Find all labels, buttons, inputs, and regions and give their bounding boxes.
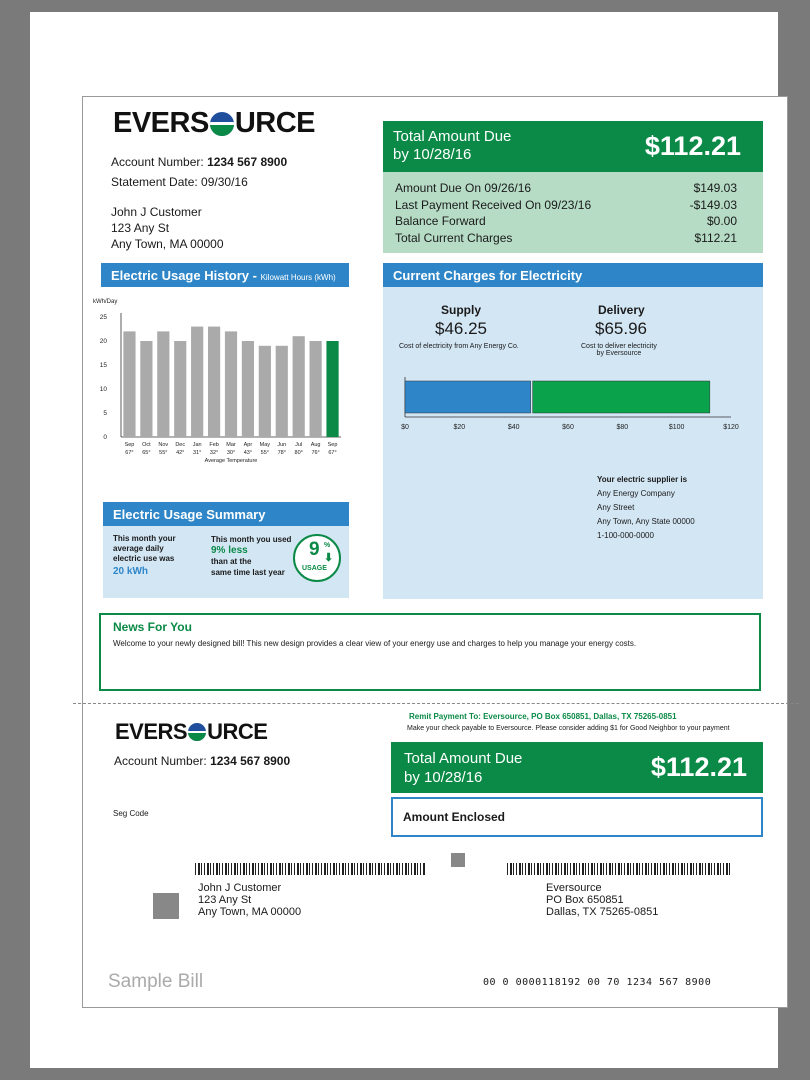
delivery-description: Cost to deliver electricity by Eversource	[581, 343, 657, 357]
temperature-label: 76°	[311, 450, 320, 456]
logo-globe-icon	[210, 112, 234, 136]
temperature-label: 32°	[209, 450, 219, 456]
bill-frame	[82, 96, 788, 1008]
usage-bar	[276, 346, 288, 437]
x-tick-label: Jun	[277, 442, 287, 448]
x-tick-label: Feb	[209, 442, 219, 448]
x-tick-label: Oct	[142, 442, 151, 448]
supply-description: Cost of electricity from Any Energy Co.	[399, 343, 519, 350]
remit-address: Remit Payment To: Eversource, PO Box 650851, Dallas, TX 75265-0851	[409, 712, 677, 721]
supplier-line: Any Town, Any State 00000	[597, 517, 695, 526]
comparison-text: This month you used 9% less than at the same time last year	[211, 535, 292, 577]
total-due-date: by 10/28/16	[393, 146, 472, 163]
account-number: Account Number: 1234 567 8900	[111, 155, 288, 169]
supplier-info: Your electric supplier is Any Energy Company Any Street Any Town, Any State 00000 1-100-000-0000	[597, 473, 695, 543]
delivery-bar	[533, 381, 710, 413]
delivery-amount: $65.96	[595, 319, 647, 338]
logo-text-end: URCE	[234, 107, 315, 139]
logo-text-start: EVERS	[113, 107, 209, 139]
usage-bar	[208, 327, 220, 437]
x-tick-label: Aug	[310, 442, 321, 448]
delivery-label: Delivery	[598, 303, 645, 317]
x-tick-label: Dec	[175, 442, 186, 448]
supply-label: Supply	[441, 303, 482, 317]
usage-bar	[293, 336, 305, 437]
scan-line: 00 0 0000118192 00 70 1234 567 8900	[483, 977, 712, 988]
y-axis-label: kWh/Day	[93, 299, 118, 305]
temperature-label: 65°	[142, 450, 151, 456]
temperature-label: 55°	[260, 450, 270, 456]
y-tick-label: 10	[99, 386, 107, 393]
supplier-line: Any Street	[597, 503, 635, 512]
avg-use-text: This month your average daily electric use was 20 kWh	[113, 534, 176, 577]
usage-bar	[123, 331, 135, 437]
x-tick-label: Nov	[158, 442, 169, 448]
logo-globe-icon-stub	[188, 723, 206, 741]
charges-tick-label: $80	[616, 424, 629, 431]
y-tick-label: 25	[99, 314, 107, 321]
charges-tick-label: $0	[401, 424, 409, 431]
amount-enclosed-field[interactable]: Amount Enclosed	[391, 797, 763, 837]
temperature-label: 42°	[176, 450, 185, 456]
y-tick-label: 15	[99, 362, 107, 369]
registration-mark-large	[153, 893, 179, 919]
charges-tick-label: $40	[507, 424, 520, 431]
usage-badge-icon: 9 % ⬇ USAGE	[293, 534, 341, 582]
avg-use-value: 20 kWh	[113, 566, 149, 577]
usage-bar	[326, 341, 338, 437]
sample-bill-watermark: Sample Bill	[108, 971, 204, 992]
x-tick-label: Jul	[295, 442, 303, 448]
balance-row	[395, 197, 737, 214]
temperature-label: 67°	[125, 450, 134, 456]
balance-row-value: $112.21	[694, 230, 737, 245]
balance-row-label: Last Payment Received On 09/23/16	[395, 197, 592, 212]
balance-row	[395, 180, 737, 197]
x-tick-label: Apr	[243, 442, 253, 448]
balance-row-value: $0.00	[706, 214, 737, 228]
stub-total-amount: $112.21	[650, 752, 747, 782]
comparison-value: 9% less	[211, 545, 248, 556]
balance-row-value: -$149.03	[689, 197, 737, 212]
usage-bar	[157, 331, 169, 437]
current-charges-header: Current Charges for Electricity	[383, 263, 763, 287]
remit-instructions: Make your check payable to Eversource. Please consider adding $1 for Good Neighbor to your payment	[407, 725, 730, 732]
usage-bar	[191, 327, 203, 437]
supply-amount: $46.25	[435, 319, 487, 338]
payee-barcode	[507, 863, 731, 875]
usage-summary-header: Electric Usage Summary	[103, 502, 349, 526]
balance-summary	[383, 172, 763, 253]
temperature-label: 31°	[192, 450, 202, 456]
bill-page	[30, 12, 778, 1068]
temperature-label: 55°	[159, 450, 168, 456]
balance-row-value: $149.03	[693, 181, 737, 195]
down-arrow-icon: ⬇	[324, 552, 334, 564]
balance-row-label: Total Current Charges	[395, 230, 513, 245]
temperature-label: 78°	[277, 450, 286, 456]
x-tick-label: Mar	[226, 442, 236, 448]
temperature-label: 67°	[328, 450, 337, 456]
balance-row-label: Balance Forward	[395, 214, 486, 228]
usage-bar	[225, 331, 237, 437]
customer-address: John J Customer 123 Any St Any Town, MA 00000	[111, 205, 224, 251]
mailing-address-customer: John J Customer 123 Any St Any Town, MA 00000	[198, 882, 302, 918]
y-tick-label: 20	[99, 338, 107, 345]
x-axis-label: Average Temperature	[204, 458, 258, 464]
news-title: News For You	[113, 620, 192, 634]
stub-total-due: Total Amount Due by 10/28/16 $112.21	[391, 742, 763, 793]
seg-code: Seg Code	[113, 809, 149, 818]
usage-bar	[259, 346, 271, 437]
supply-bar	[405, 381, 531, 413]
registration-mark	[451, 853, 465, 867]
usage-bar	[310, 341, 322, 437]
temperature-label: 80°	[294, 450, 303, 456]
x-tick-label: May	[259, 442, 271, 448]
tear-line	[73, 703, 799, 704]
usage-history-chart	[87, 293, 347, 469]
x-tick-label: Sep	[124, 442, 135, 448]
total-due-title: Total Amount Due	[393, 128, 512, 145]
total-due-header	[383, 121, 763, 172]
charges-tick-label: $20	[453, 424, 466, 431]
usage-bar	[174, 341, 186, 437]
balance-row-label: Amount Due On 09/26/16	[395, 181, 532, 195]
balance-row	[395, 213, 737, 230]
charges-tick-label: $60	[562, 424, 574, 431]
eversource-logo	[113, 107, 315, 140]
news-box	[99, 613, 761, 691]
y-tick-label: 0	[103, 434, 107, 441]
current-charges-panel	[383, 287, 763, 599]
usage-bar	[140, 341, 152, 437]
x-tick-label: Sep	[327, 442, 338, 448]
eversource-logo-stub: EVERS URCE	[115, 719, 268, 744]
supplier-line: 1-100-000-0000	[597, 531, 654, 540]
x-tick-label: Jan	[192, 442, 202, 448]
balance-rows	[395, 180, 737, 246]
usage-bar	[242, 341, 254, 437]
usage-history-header: Electric Usage History - Kilowatt Hours (kWh)	[101, 263, 349, 287]
statement-date: Statement Date: 09/30/16	[111, 175, 248, 189]
customer-barcode	[195, 863, 425, 875]
charges-tick-label: $120	[723, 424, 739, 431]
temperature-label: 43°	[243, 450, 253, 456]
charges-tick-label: $100	[668, 424, 685, 431]
supplier-line: Any Energy Company	[597, 489, 675, 498]
usage-summary-panel	[103, 526, 349, 598]
charges-bar-chart	[395, 371, 745, 431]
news-text: Welcome to your newly designed bill! This new design provides a clear view of your energy use and charges to help you manage your energy costs.	[113, 639, 637, 648]
y-tick-label: 5	[103, 410, 107, 417]
mailing-address-payee: Eversource PO Box 650851 Dallas, TX 75265-0851	[546, 882, 659, 918]
balance-row	[395, 230, 737, 247]
account-number-stub: Account Number: 1234 567 8900	[114, 754, 291, 768]
total-due-amount: $112.21	[644, 131, 741, 161]
temperature-label: 30°	[226, 450, 236, 456]
